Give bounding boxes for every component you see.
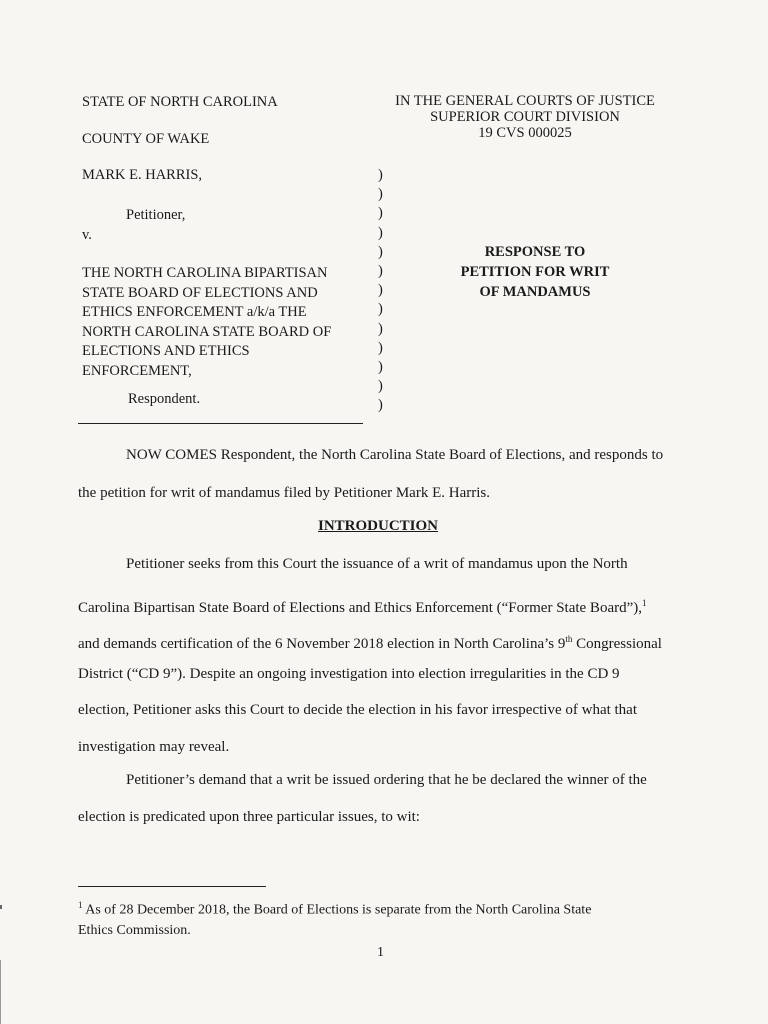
- footnote-text: As of 28 December 2018, the Board of Elections is separate from the North Carolina State: [82, 902, 592, 918]
- paragraph-line: Petitioner’s demand that a writ be issued ordering that he be declared the winner of the: [126, 772, 647, 788]
- paren: ): [378, 282, 383, 299]
- footnote-marker: 1: [78, 900, 83, 910]
- paren: ): [378, 301, 383, 318]
- respondent-line: THE NORTH CAROLINA BIPARTISAN: [82, 265, 328, 281]
- respondent-line: STATE BOARD OF ELECTIONS AND: [82, 284, 318, 301]
- footnote: [78, 895, 591, 941]
- page-number: 1: [377, 945, 384, 960]
- respondent-line: ELECTIONS AND ETHICS: [82, 343, 250, 359]
- intro-line-1: NOW COMES Respondent, the North Carolina State Board of Elections, and responds to: [126, 447, 664, 463]
- footnote-reference: 1: [642, 598, 647, 608]
- title-line: PETITION FOR WRIT: [460, 264, 610, 280]
- paren: ): [378, 224, 383, 241]
- paragraph-text: and demands certification of the 6 November 2018 election in North Carolina’s 9: [78, 636, 566, 652]
- paren: ): [378, 358, 383, 375]
- footnote-divider: [78, 886, 266, 887]
- ordinal-suffix: th: [565, 634, 573, 644]
- petitioner-name: MARK E. HARRIS,: [82, 167, 203, 183]
- state-label: STATE OF NORTH CAROLINA: [82, 94, 278, 110]
- respondent-role: Respondent.: [128, 391, 201, 407]
- intro-line-2: the petition for writ of mandamus filed by Petitioner Mark E. Harris.: [78, 485, 490, 501]
- versus-label: v.: [82, 227, 92, 243]
- paren: ): [378, 378, 383, 395]
- county-label: COUNTY OF WAKE: [82, 131, 210, 147]
- paragraph-line: investigation may reveal.: [78, 739, 230, 755]
- paren: ): [378, 320, 383, 337]
- paragraph-line: election, Petitioner asks this Court to decide the election in his favor irrespective of what that: [78, 702, 638, 718]
- respondent-line: NORTH CAROLINA STATE BOARD OF: [82, 323, 332, 340]
- paren: ): [378, 186, 383, 203]
- paren: ): [378, 205, 383, 222]
- respondent-line: ETHICS ENFORCEMENT a/k/a THE: [82, 304, 307, 320]
- paren: ): [378, 262, 383, 279]
- paragraph-line: District (“CD 9”). Despite an ongoing investigation into election irregularities in the CD 9: [78, 666, 620, 682]
- footnote-line: [78, 895, 591, 921]
- paren: ): [378, 243, 383, 260]
- paragraph-text: Congressional: [572, 636, 662, 652]
- scan-edge-mark: [0, 960, 1, 1024]
- paragraph-line: [78, 630, 662, 653]
- respondent-line: ENFORCEMENT,: [82, 362, 192, 379]
- title-line: OF MANDAMUS: [479, 284, 591, 300]
- paragraph-line: Petitioner seeks from this Court the issuance of a writ of mandamus upon the North: [126, 556, 628, 572]
- paren: ): [378, 339, 383, 356]
- scan-edge-mark: [0, 905, 2, 909]
- case-number: 19 CVS 000025: [478, 125, 572, 141]
- petitioner-role: Petitioner,: [126, 207, 186, 223]
- paragraph-line: election is predicated upon three particular issues, to wit:: [78, 809, 420, 825]
- court-block: [380, 93, 670, 141]
- title-line: RESPONSE TO: [484, 244, 586, 260]
- paren: ): [378, 397, 383, 414]
- court-line-2: SUPERIOR COURT DIVISION: [430, 109, 620, 125]
- court-line-1: IN THE GENERAL COURTS OF JUSTICE: [395, 93, 655, 109]
- footnote-line: Ethics Commission.: [78, 922, 191, 938]
- section-heading: INTRODUCTION: [318, 518, 439, 534]
- document-title: [430, 242, 640, 302]
- paragraph-text: Carolina Bipartisan State Board of Elections and Ethics Enforcement (“Former State Board”),: [78, 600, 642, 616]
- respondent-name: [82, 264, 331, 381]
- caption-parentheses: [378, 166, 383, 415]
- caption-divider: [78, 423, 363, 424]
- paragraph-line: [78, 594, 647, 617]
- paren: ): [378, 167, 383, 183]
